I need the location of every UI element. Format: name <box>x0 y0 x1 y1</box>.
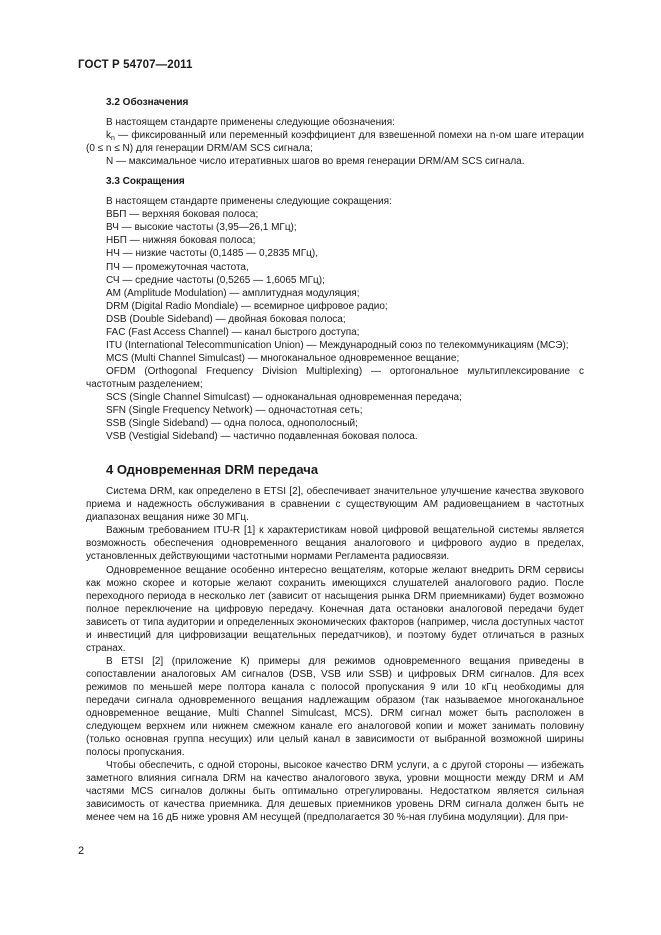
abbreviation-item: ITU (International Telecommunication Union) — Международный союз по телекоммуникациям (МСЭ); <box>106 339 569 351</box>
section-4-paragraph: В ETSI [2] (приложение К) примеры для режимов одновременного вещания приведены в сопоставлении аналоговых АМ сигналов (DSB, VSB или SSB) и цифровых DRM сигналов. Для всех режимов по меньшей мере полтора канала с полосой пропускания 9 или 10 кГц необходимы для передачи сигнала одновременного вещания надлежащим образом (так называемое многоканальное одновременное вещание, Multi Channel Simulcast, MCS). DRM сигнал может быть расположен в следующем верхнем или нижнем смежном канале его аналоговой копии и может занимать половину (только основная группа несущих) или целый канал в зависимости от выбранной возможной ширины полосы пропускания. <box>86 655 584 759</box>
abbreviation-item: ВЧ — высокие частоты (3,95—26,1 МГц); <box>106 222 297 234</box>
abbreviation-item: ВБП — верхняя боковая полоса; <box>106 209 259 221</box>
section-4-paragraph: Система DRM, как определено в ETSI [2], обеспечивает значительное улучшение качества звукового приема и надежность обслуживания в сравнении с существующим АМ радиовещанием в частотных диапазонах вещания ниже 30 МГц. <box>86 486 584 524</box>
section-3-2-heading: 3.2 Обозначения <box>106 97 189 108</box>
abbreviation-item: FAC (Fast Access Channel) — канал быстрого доступа; <box>106 326 360 338</box>
document-id-header: ГОСТ Р 54707—2011 <box>78 59 193 71</box>
abbreviation-item: AM (Amplitude Modulation) — амплитудная модуляция; <box>106 287 360 299</box>
section-4-paragraph: Чтобы обеспечить, с одной стороны, высокое качество DRM услуги, а с другой стороны — избежать заметного влияния сигнала DRM на качество аналогового звука, уровни мощности между DRM и АМ частями MCS сигналов должны быть оптимально отрегулированы. Недостатком является сильная зависимость от качества приемника. Для дешевых приемников уровень DRM сигнала должен быть не менее чем на 16 дБ ниже уровня АМ несущей (предполагается 30 %-ная глубина модуляции). Для при- <box>86 760 584 824</box>
kn-text: — фиксированный или переменный коэффициент для взвешенной помехи на n-ом шаге итерации (0 ≤ n ≤ N) для генерации DRM/AM SCS сигнала; <box>86 130 584 155</box>
abbreviation-item: SSB (Single Sideband) — одна полоса, однополосный; <box>106 418 358 430</box>
abbreviation-item: НЧ — низкие частоты (0,1485 — 0,2835 МГц), <box>106 248 318 260</box>
section-4-heading: 4 Одновременная DRM передача <box>106 462 319 478</box>
kn-subscript: n <box>111 135 115 143</box>
abbreviation-item: НБП — нижняя боковая полоса; <box>106 235 256 247</box>
definition-kn <box>86 129 584 155</box>
section-4-paragraph: Одновременное вещание особенно интересно вещателям, которые желают внедрить DRM сервисы как можно скорее и которые желают сохранить имеющихся слушателей аналогового радио. После переходного периода в несколько лет (зависит от насыщения рынка DRM приемниками) будет возможно полное переключение на цифровую передачу. Конечная дата остановки аналоговой передачи будет зависеть от типа аудитории и определенных экономических факторов (например, числа доступных частот и инвестиций для цифровизации вещательных передатчиков), и поэтому будет отличаться в разных странах. <box>86 564 584 654</box>
abbreviation-item: MCS (Multi Channel Simulcast) — многоканальное одновременное вещание; <box>106 352 460 364</box>
section-3-3-heading: 3.3 Сокращения <box>106 176 185 188</box>
abbreviation-item: SCS (Single Channel Simulcast) — одноканальная одновременная передача; <box>106 391 462 403</box>
abbreviation-item: DRM (Digital Radio Mondiale) — всемирное цифровое радио; <box>106 300 388 312</box>
abbreviation-item-ofdm: OFDM (Orthogonal Frequency Division Multiplexing) — ортогональное мультиплексирование с частотным разделением; <box>86 365 584 390</box>
kn-symbol: k <box>106 130 111 142</box>
section-4-paragraph: Важным требованием ITU-R [1] к характеристикам новой цифровой вещательной системы является возможность обеспечения одновременного вещания аналогового и цифрового аудио в пределах, установленных действующими частотными нормами Регламента радиосвязи. <box>86 525 584 563</box>
page-body <box>86 96 584 824</box>
definition-n: N — максимальное число итеративных шагов во время генерации DRM/AM SCS сигнала. <box>106 156 525 168</box>
abbreviation-list <box>86 208 584 443</box>
abbreviation-item: СЧ — средние частоты (0,5265 — 1,6065 МГц); <box>106 274 325 286</box>
abbreviation-item: DSB (Double Sideband) — двойная боковая полоса; <box>106 313 346 325</box>
page-number: 2 <box>78 845 85 857</box>
section-3-2-intro: В настоящем стандарте применены следующие обозначения: <box>106 117 395 129</box>
abbreviation-item: VSB (Vestigial Sideband) — частично подавленная боковая полоса. <box>106 431 418 443</box>
abbreviation-item: SFN (Single Frequency Network) — одночастотная сеть; <box>106 405 363 417</box>
section-3-3-intro: В настоящем стандарте применены следующие сокращения: <box>106 196 392 208</box>
abbreviation-item: ПЧ — промежуточная частота, <box>106 261 249 273</box>
